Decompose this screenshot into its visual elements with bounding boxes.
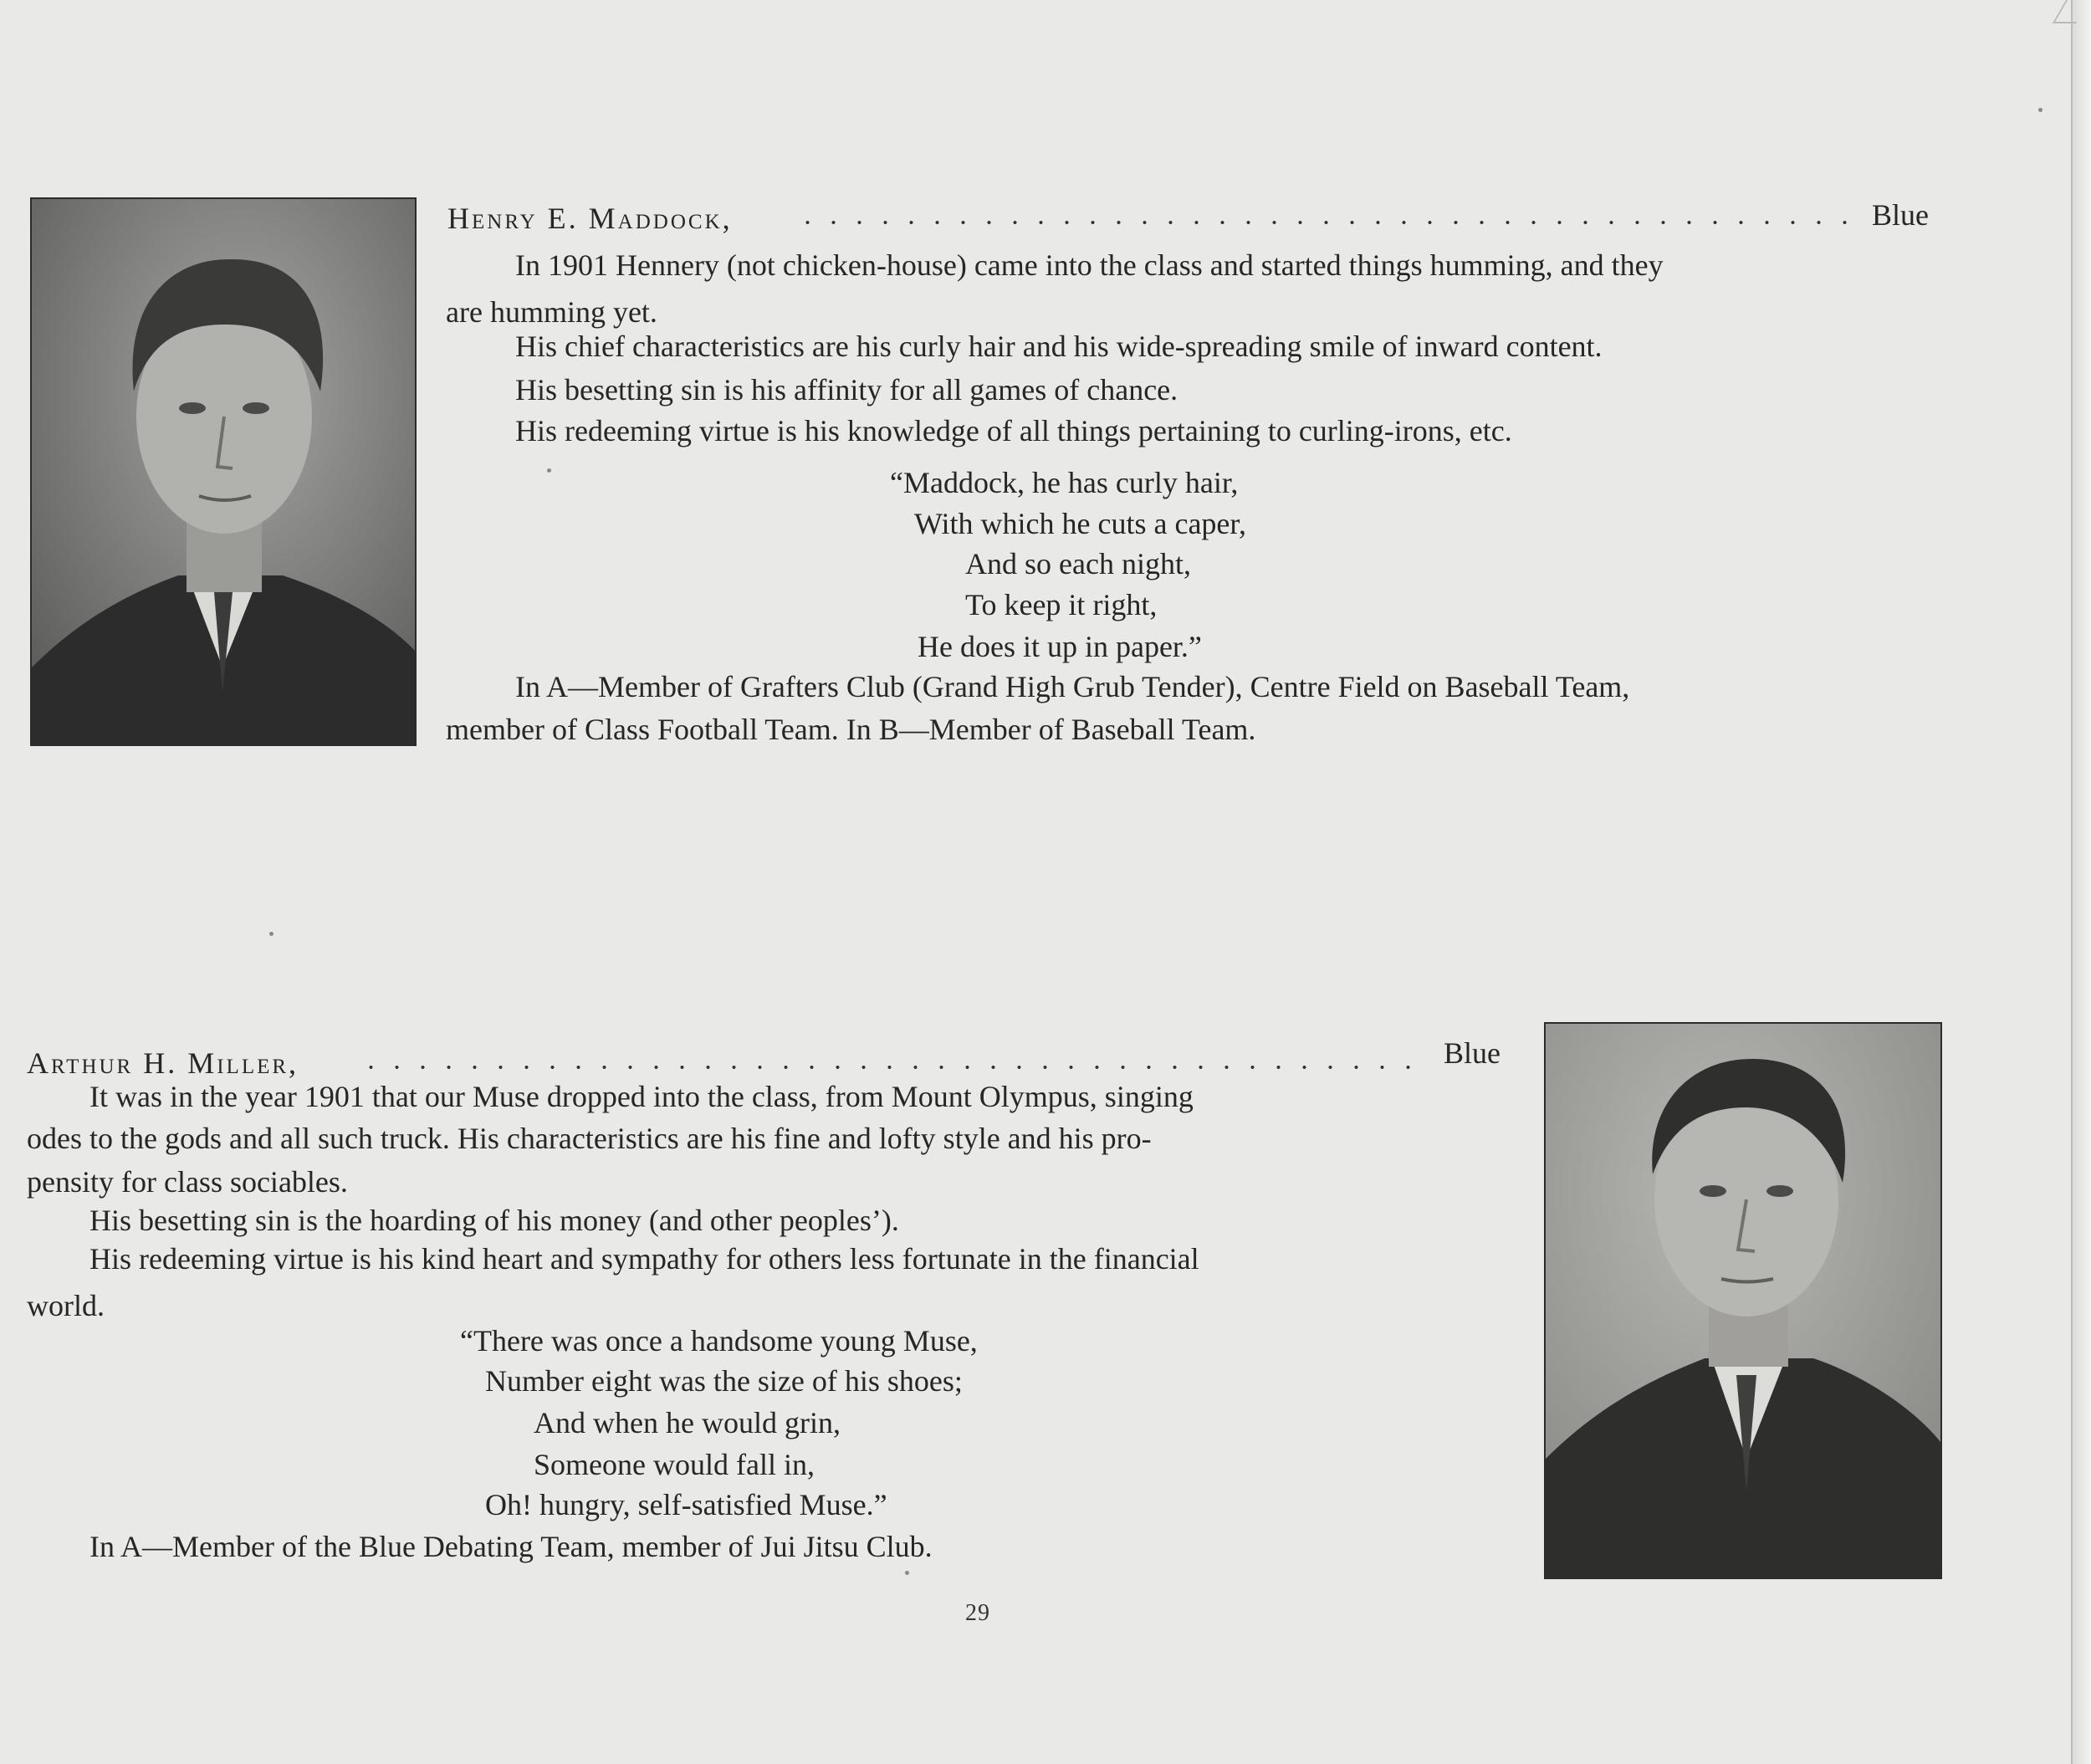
paragraph-line: In 1901 Hennery (not chicken-house) came into the class and started things humming, and they [515,248,1664,282]
paragraph-line: world. [27,1289,105,1322]
paper-speck [905,1571,909,1575]
entry-name: Henry E. Maddock, [447,202,733,235]
verse-line: Number eight was the size of his shoes; [485,1364,963,1398]
paper-speck [547,468,551,473]
paragraph-line: His redeeming virtue is his kind heart and sympathy for others less fortunate in the financial [89,1242,1199,1276]
verse-line: And when he would grin, [534,1406,841,1439]
page-number: 29 [965,1600,990,1626]
verse-line: To keep it right, [965,588,1158,621]
verse-line: And so each night, [965,547,1191,580]
dot-leader [358,1066,1412,1069]
verse-line: With which he cuts a caper, [914,507,1246,540]
entry-affiliation: Blue [1444,1036,1501,1070]
paragraph-line: His besetting sin is the hoarding of his money (and other peoples’). [89,1204,899,1237]
page-edge [2071,0,2091,1764]
portrait-arthur-miller [1544,1022,1942,1579]
verse-line: “There was once a handsome young Muse, [460,1324,978,1358]
paper-speck [269,932,274,936]
paragraph-line: His besetting sin is his affinity for all games of chance. [515,373,1178,406]
paragraph-line: His chief characteristics are his curly hair and his wide-spreading smile of inward content. [515,330,1603,363]
paper-speck [2038,108,2042,112]
activities-line: member of Class Football Team. In B—Member of Baseball Team. [446,713,1256,746]
paragraph-line: His redeeming virtue is his knowledge of all things pertaining to curling-irons, etc. [515,414,1512,447]
paragraph-line: pensity for class sociables. [27,1165,348,1199]
paragraph-line: odes to the gods and all such truck. His characteristics are his fine and lofty style and his pro- [27,1122,1152,1155]
dot-leader [795,221,1848,224]
portrait-henry-maddock [30,197,417,746]
paragraph-line: It was in the year 1901 that our Muse dropped into the class, from Mount Olympus, singing [89,1080,1194,1113]
verse-line: “Maddock, he has curly hair, [890,466,1239,499]
activities-line: In A—Member of Grafters Club (Grand High Grub Tender), Centre Field on Baseball Team, [515,670,1630,703]
verse-line: Oh! hungry, self-satisfied Muse.” [485,1488,887,1521]
verse-line: He does it up in paper.” [918,630,1202,663]
activities-line: In A—Member of the Blue Debating Team, member of Jui Jitsu Club. [89,1530,933,1563]
entry-affiliation: Blue [1872,198,1929,232]
verse-line: Someone would fall in, [534,1448,815,1481]
paragraph-line: are humming yet. [446,295,657,329]
entry-name: Arthur H. Miller, [27,1046,299,1080]
